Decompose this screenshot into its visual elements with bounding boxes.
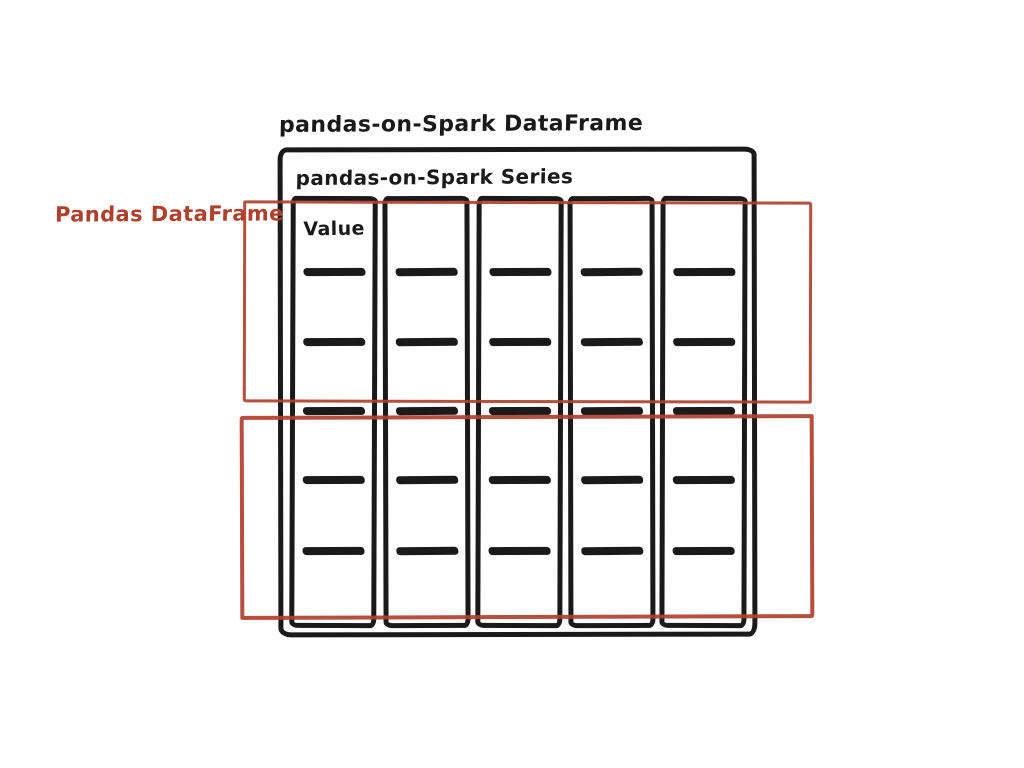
pandas-dataframe-partition-2 bbox=[240, 414, 815, 620]
pandas-dataframe-label: Pandas DataFrame bbox=[54, 201, 285, 227]
value-row-mark bbox=[302, 407, 364, 415]
value-row-mark bbox=[395, 407, 457, 416]
pandas-on-spark-series-label: pandas-on-Spark Series bbox=[295, 164, 574, 191]
value-row-mark bbox=[488, 407, 550, 415]
value-column-header: Value bbox=[303, 217, 365, 241]
pandas-dataframe-partition-1 bbox=[243, 200, 812, 403]
pandas-on-spark-dataframe-title: pandas-on-Spark DataFrame bbox=[278, 111, 644, 138]
